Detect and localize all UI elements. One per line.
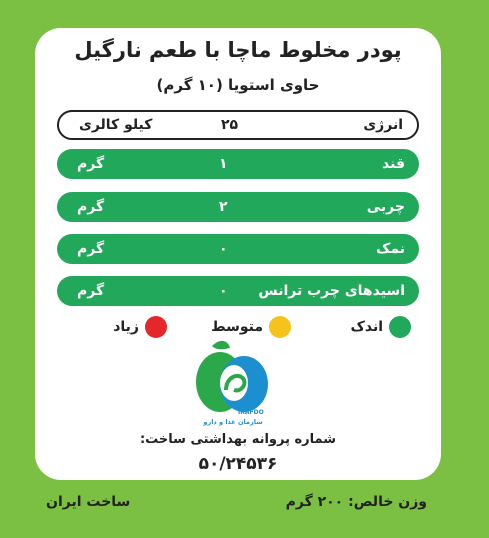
nutrition-label-card: [35, 28, 441, 480]
legend-item-low: [351, 316, 411, 338]
nutrient-value: ۲: [219, 199, 228, 215]
license-label: شماره پروانه بهداشتی ساخت:: [139, 432, 337, 447]
nutrient-label: چربی: [366, 199, 405, 215]
logo-abbr: IRAFDO: [238, 409, 264, 416]
legend-label: زیاد: [113, 319, 139, 335]
energy-label: انرژی: [363, 117, 403, 133]
nutrient-unit: گرم: [77, 199, 105, 215]
nutrient-label: نمک: [376, 241, 405, 257]
product-title: پودر مخلوط ماچا با طعم نارگیل: [74, 38, 402, 62]
logo-org-name: سازمان غذا و دارو: [203, 418, 263, 426]
energy-value: ۲۵: [221, 117, 239, 133]
license-number: ۵۰/۲۴۵۳۶: [198, 454, 278, 474]
nutrient-row-sugar: [57, 149, 419, 179]
nutrient-value: ۰: [219, 283, 228, 299]
nutrient-row-fat: [57, 192, 419, 222]
nutrient-label: اسیدهای چرب ترانس: [258, 283, 405, 299]
nutrient-row-trans-fat: [57, 276, 419, 306]
legend-label: اندک: [350, 319, 383, 335]
fda-logo: [190, 334, 276, 426]
nutrient-value: ۱: [219, 156, 228, 172]
fda-emblem-icon: [190, 334, 276, 426]
legend-item-high: [113, 316, 167, 338]
net-weight: وزن خالص: ۲۰۰ گرم: [285, 494, 427, 510]
nutrient-value: ۰: [219, 241, 228, 257]
energy-row: [57, 110, 419, 140]
red-dot-icon: [145, 316, 167, 338]
product-subtitle: حاوی استویا (۱۰ گرم): [156, 76, 320, 94]
nutrient-row-salt: [57, 234, 419, 264]
legend-label: متوسط: [211, 319, 263, 335]
green-dot-icon: [389, 316, 411, 338]
nutrient-unit: گرم: [77, 241, 105, 257]
nutrient-label: قند: [382, 156, 405, 172]
origin-text: ساخت ایران: [46, 494, 131, 510]
nutrient-unit: گرم: [77, 283, 105, 299]
energy-unit: کیلو کالری: [79, 117, 153, 133]
nutrient-unit: گرم: [77, 156, 105, 172]
